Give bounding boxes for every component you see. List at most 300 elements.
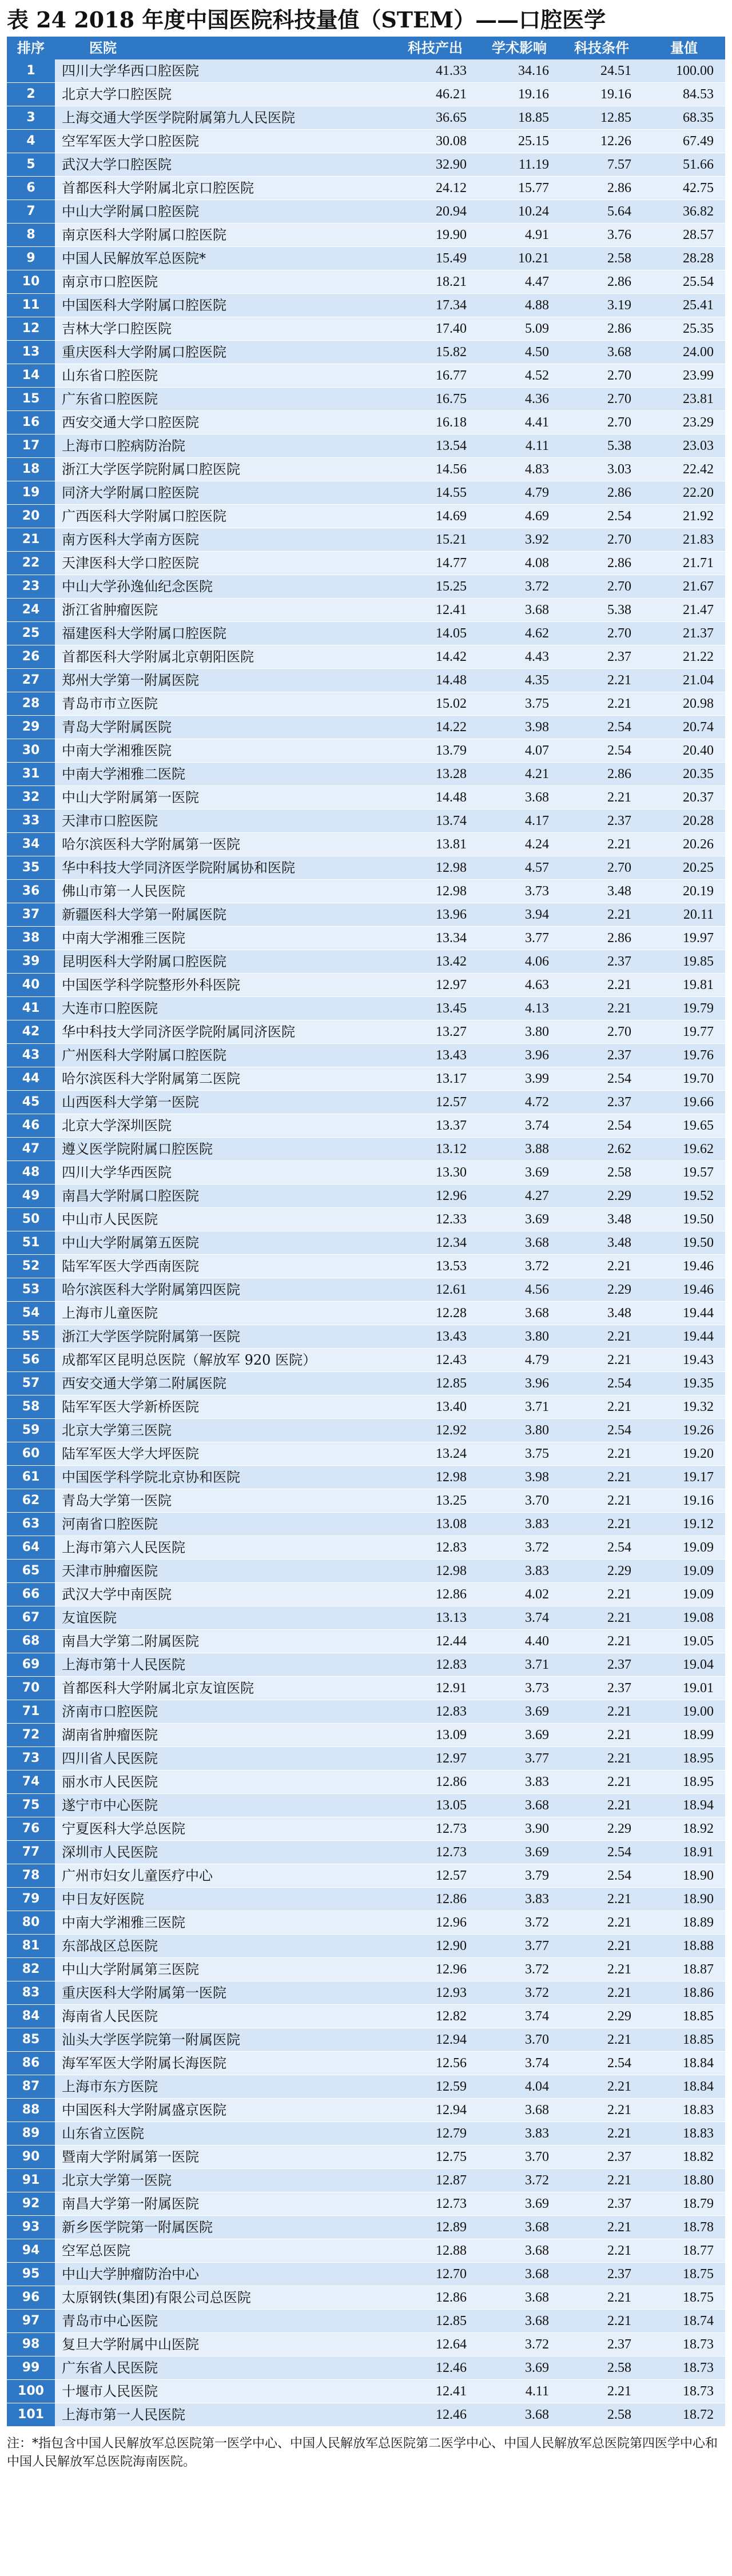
conditions-cell: 2.37 bbox=[607, 1095, 631, 1110]
impact-cell: 4.88 bbox=[525, 298, 549, 313]
score-cell: 19.43 bbox=[683, 1353, 714, 1367]
score-cell: 28.57 bbox=[683, 228, 714, 242]
output-cell: 18.21 bbox=[436, 274, 467, 289]
table-row bbox=[7, 2403, 725, 2427]
impact-cell: 15.77 bbox=[518, 181, 549, 196]
impact-cell: 3.68 bbox=[525, 2407, 549, 2422]
hospital-name-cell: 武汉大学口腔医院 bbox=[62, 157, 172, 173]
output-cell: 12.97 bbox=[436, 978, 467, 992]
score-cell: 20.35 bbox=[683, 767, 714, 781]
rank-cell: 81 bbox=[7, 1935, 55, 1958]
table-row bbox=[7, 1817, 725, 1841]
impact-cell: 3.72 bbox=[525, 1985, 549, 2000]
rank-cell: 13 bbox=[7, 341, 55, 364]
score-cell: 18.79 bbox=[683, 2196, 714, 2211]
rank-cell: 76 bbox=[7, 1817, 55, 1841]
rank-cell: 49 bbox=[7, 1185, 55, 1208]
score-cell: 19.70 bbox=[683, 1071, 714, 1086]
rank-cell: 32 bbox=[7, 786, 55, 810]
hospital-name-cell: 遵义医学院附属口腔医院 bbox=[62, 1141, 213, 1157]
output-cell: 15.82 bbox=[436, 345, 467, 360]
conditions-cell: 2.21 bbox=[607, 2079, 631, 2094]
score-cell: 23.03 bbox=[683, 438, 714, 453]
impact-cell: 4.35 bbox=[525, 673, 549, 688]
rank-cell: 71 bbox=[7, 1700, 55, 1724]
rank-cell: 60 bbox=[7, 1442, 55, 1466]
conditions-cell: 2.37 bbox=[607, 1681, 631, 1696]
rank-cell: 14 bbox=[7, 364, 55, 388]
rank-cell: 69 bbox=[7, 1653, 55, 1677]
score-cell: 18.99 bbox=[683, 1728, 714, 1742]
rank-cell: 92 bbox=[7, 2192, 55, 2216]
col-header-conditions: 科技条件 bbox=[574, 39, 629, 56]
conditions-cell: 2.21 bbox=[607, 1985, 631, 2000]
table-row bbox=[7, 388, 725, 411]
rank-cell: 75 bbox=[7, 1794, 55, 1817]
impact-cell: 10.24 bbox=[518, 204, 549, 219]
rank-cell: 100 bbox=[7, 2380, 55, 2403]
output-cell: 14.48 bbox=[436, 790, 467, 805]
conditions-cell: 2.54 bbox=[607, 1423, 631, 1438]
output-cell: 13.08 bbox=[436, 1517, 467, 1532]
conditions-cell: 2.21 bbox=[607, 2243, 631, 2258]
score-cell: 18.74 bbox=[683, 2314, 714, 2328]
conditions-cell: 2.21 bbox=[607, 1493, 631, 1508]
table-row bbox=[7, 434, 725, 458]
score-cell: 19.26 bbox=[683, 1423, 714, 1438]
table-row bbox=[7, 1349, 725, 1372]
conditions-cell: 2.21 bbox=[607, 2126, 631, 2141]
rank-cell: 30 bbox=[7, 739, 55, 763]
conditions-cell: 2.21 bbox=[607, 2032, 631, 2047]
hospital-name-cell: 陆军军医大学大坪医院 bbox=[62, 1446, 199, 1462]
score-cell: 19.17 bbox=[683, 1470, 714, 1485]
score-cell: 18.83 bbox=[683, 2103, 714, 2118]
impact-cell: 3.83 bbox=[525, 2126, 549, 2141]
impact-cell: 3.68 bbox=[525, 2243, 549, 2258]
rank-cell: 27 bbox=[7, 669, 55, 692]
output-cell: 12.98 bbox=[436, 860, 467, 875]
conditions-cell: 2.86 bbox=[607, 931, 631, 946]
hospital-name-cell: 深圳市人民医院 bbox=[62, 1844, 158, 1860]
score-cell: 24.00 bbox=[683, 345, 714, 360]
rank-cell: 39 bbox=[7, 950, 55, 974]
output-cell: 12.73 bbox=[436, 1821, 467, 1836]
rank-cell: 7 bbox=[7, 200, 55, 224]
hospital-name-cell: 南方医科大学南方医院 bbox=[62, 532, 199, 548]
hospital-name-cell: 青岛市中心医院 bbox=[62, 2313, 158, 2329]
conditions-cell: 2.21 bbox=[607, 1446, 631, 1461]
output-cell: 13.43 bbox=[436, 1329, 467, 1344]
table-row bbox=[7, 1489, 725, 1513]
impact-cell: 3.68 bbox=[525, 2267, 549, 2282]
table-row bbox=[7, 833, 725, 856]
output-cell: 12.98 bbox=[436, 1470, 467, 1485]
hospital-name-cell: 四川大学华西医院 bbox=[62, 1165, 172, 1181]
output-cell: 12.83 bbox=[436, 1704, 467, 1719]
score-cell: 18.73 bbox=[683, 2384, 714, 2399]
score-cell: 19.35 bbox=[683, 1376, 714, 1391]
table-row bbox=[7, 1302, 725, 1325]
score-cell: 19.65 bbox=[683, 1118, 714, 1133]
hospital-name-cell: 中山市人民医院 bbox=[62, 1211, 158, 1227]
table-row bbox=[7, 2005, 725, 2028]
hospital-name-cell: 复旦大学附属中山医院 bbox=[62, 2336, 199, 2352]
impact-cell: 3.72 bbox=[525, 1259, 549, 1274]
conditions-cell: 2.21 bbox=[607, 978, 631, 992]
conditions-cell: 2.37 bbox=[607, 2337, 631, 2352]
impact-cell: 4.11 bbox=[525, 2384, 549, 2399]
output-cell: 13.27 bbox=[436, 1024, 467, 1039]
score-cell: 20.37 bbox=[683, 790, 714, 805]
rank-cell: 57 bbox=[7, 1372, 55, 1395]
conditions-cell: 2.58 bbox=[607, 1165, 631, 1180]
hospital-name-cell: 大连市口腔医院 bbox=[62, 1000, 158, 1016]
score-cell: 19.52 bbox=[683, 1189, 714, 1203]
rank-cell: 85 bbox=[7, 2028, 55, 2052]
table-row bbox=[7, 1466, 725, 1489]
score-cell: 19.46 bbox=[683, 1259, 714, 1274]
table-row bbox=[7, 1208, 725, 1231]
rank-cell: 19 bbox=[7, 481, 55, 505]
table-row bbox=[7, 950, 725, 974]
table-row bbox=[7, 1724, 725, 1747]
conditions-cell: 2.21 bbox=[607, 790, 631, 805]
table-row bbox=[7, 1677, 725, 1700]
rank-cell: 58 bbox=[7, 1395, 55, 1419]
table-row bbox=[7, 341, 725, 364]
score-cell: 20.26 bbox=[683, 837, 714, 852]
conditions-cell: 5.38 bbox=[607, 438, 631, 453]
conditions-cell: 2.54 bbox=[607, 2056, 631, 2071]
score-cell: 19.57 bbox=[683, 1165, 714, 1180]
output-cell: 12.73 bbox=[436, 1845, 467, 1860]
table-row bbox=[7, 59, 725, 83]
table-row bbox=[7, 153, 725, 177]
score-cell: 67.49 bbox=[683, 134, 714, 149]
footnote: 注：*指包含中国人民解放军总医院第一医学中心、中国人民解放军总医院第二医学中心、中国人民解放军总医院第四医学中心和中国人民解放军总医院海南医院。 bbox=[7, 2437, 718, 2469]
rank-cell: 55 bbox=[7, 1325, 55, 1349]
conditions-cell: 2.70 bbox=[607, 415, 631, 430]
score-cell: 19.20 bbox=[683, 1446, 714, 1461]
output-cell: 12.88 bbox=[436, 2243, 467, 2258]
impact-cell: 3.90 bbox=[525, 1821, 549, 1836]
score-cell: 19.09 bbox=[683, 1540, 714, 1555]
impact-cell: 3.74 bbox=[525, 2056, 549, 2071]
hospital-name-cell: 南京医科大学附属口腔医院 bbox=[62, 227, 226, 243]
score-cell: 18.94 bbox=[683, 1798, 714, 1813]
score-cell: 21.67 bbox=[683, 579, 714, 594]
table-row bbox=[7, 1911, 725, 1935]
table-row bbox=[7, 200, 725, 224]
hospital-name-cell: 上海交通大学医学院附属第九人民医院 bbox=[62, 110, 295, 126]
hospital-name-cell: 遂宁市中心医院 bbox=[62, 1797, 158, 1813]
rank-cell: 54 bbox=[7, 1302, 55, 1325]
score-cell: 42.75 bbox=[683, 181, 714, 196]
table-row bbox=[7, 1442, 725, 1466]
table-row bbox=[7, 1935, 725, 1958]
impact-cell: 3.74 bbox=[525, 1118, 549, 1133]
hospital-name-cell: 哈尔滨医科大学附属第二医院 bbox=[62, 1071, 240, 1087]
output-cell: 14.55 bbox=[436, 485, 467, 500]
impact-cell: 11.19 bbox=[518, 157, 549, 172]
impact-cell: 4.79 bbox=[525, 1353, 549, 1367]
impact-cell: 3.70 bbox=[525, 1493, 549, 1508]
rank-cell: 82 bbox=[7, 1958, 55, 1981]
hospital-name-cell: 空军军医大学口腔医院 bbox=[62, 133, 199, 149]
table-row bbox=[7, 1372, 725, 1395]
impact-cell: 4.63 bbox=[525, 978, 549, 992]
hospital-name-cell: 青岛大学第一医院 bbox=[62, 1493, 172, 1509]
conditions-cell: 24.51 bbox=[600, 63, 631, 78]
conditions-cell: 2.21 bbox=[607, 1353, 631, 1367]
impact-cell: 34.16 bbox=[518, 63, 549, 78]
hospital-name-cell: 中山大学附属第三医院 bbox=[62, 1961, 199, 1977]
hospital-name-cell: 昆明医科大学附属口腔医院 bbox=[62, 954, 226, 970]
impact-cell: 3.68 bbox=[525, 603, 549, 617]
table-row bbox=[7, 786, 725, 810]
hospital-name-cell: 中南大学湘雅三医院 bbox=[62, 930, 185, 946]
score-cell: 25.41 bbox=[683, 298, 714, 313]
score-cell: 18.95 bbox=[683, 1751, 714, 1766]
hospital-name-cell: 南昌大学附属口腔医院 bbox=[62, 1188, 199, 1204]
impact-cell: 4.24 bbox=[525, 837, 549, 852]
impact-cell: 4.83 bbox=[525, 462, 549, 477]
conditions-cell: 2.70 bbox=[607, 860, 631, 875]
rank-cell: 21 bbox=[7, 528, 55, 552]
rank-cell: 67 bbox=[7, 1606, 55, 1630]
table-row bbox=[7, 1653, 725, 1677]
rank-cell: 31 bbox=[7, 763, 55, 786]
impact-cell: 3.69 bbox=[525, 1212, 549, 1227]
impact-cell: 3.80 bbox=[525, 1024, 549, 1039]
rank-cell: 28 bbox=[7, 692, 55, 716]
table-row bbox=[7, 1091, 725, 1114]
score-cell: 84.53 bbox=[683, 87, 714, 102]
rank-cell: 3 bbox=[7, 106, 55, 130]
conditions-cell: 2.21 bbox=[607, 1470, 631, 1485]
output-cell: 14.42 bbox=[436, 649, 467, 664]
output-cell: 13.96 bbox=[436, 907, 467, 922]
output-cell: 13.28 bbox=[436, 767, 467, 781]
conditions-cell: 2.21 bbox=[607, 1001, 631, 1016]
rank-cell: 50 bbox=[7, 1208, 55, 1231]
hospital-name-cell: 上海市第六人民医院 bbox=[62, 1540, 185, 1556]
score-cell: 19.32 bbox=[683, 1399, 714, 1414]
impact-cell: 3.69 bbox=[525, 1845, 549, 1860]
impact-cell: 3.68 bbox=[525, 1235, 549, 1250]
rank-cell: 5 bbox=[7, 153, 55, 177]
output-cell: 12.86 bbox=[436, 2290, 467, 2305]
score-cell: 19.85 bbox=[683, 954, 714, 969]
hospital-name-cell: 天津市口腔医院 bbox=[62, 813, 158, 829]
impact-cell: 3.70 bbox=[525, 2032, 549, 2047]
rank-cell: 79 bbox=[7, 1888, 55, 1911]
col-header-score: 量值 bbox=[670, 39, 698, 56]
impact-cell: 3.68 bbox=[525, 2103, 549, 2118]
rank-cell: 59 bbox=[7, 1419, 55, 1442]
table-row bbox=[7, 1770, 725, 1794]
hospital-name-cell: 太原钢铁(集团)有限公司总医院 bbox=[62, 2290, 251, 2306]
output-cell: 12.41 bbox=[436, 603, 467, 617]
score-cell: 25.54 bbox=[683, 274, 714, 289]
hospital-name-cell: 陆军军医大学新桥医院 bbox=[62, 1399, 199, 1415]
conditions-cell: 2.21 bbox=[607, 2220, 631, 2235]
conditions-cell: 2.70 bbox=[607, 532, 631, 547]
conditions-cell: 2.70 bbox=[607, 1024, 631, 1039]
impact-cell: 3.96 bbox=[525, 1048, 549, 1063]
impact-cell: 3.73 bbox=[525, 884, 549, 899]
rank-cell: 97 bbox=[7, 2310, 55, 2333]
table-row bbox=[7, 856, 725, 880]
table-row bbox=[7, 2310, 725, 2333]
output-cell: 12.70 bbox=[436, 2267, 467, 2282]
conditions-cell: 2.37 bbox=[607, 2150, 631, 2164]
score-cell: 25.35 bbox=[683, 321, 714, 336]
output-cell: 13.81 bbox=[436, 837, 467, 852]
output-cell: 13.17 bbox=[436, 1071, 467, 1086]
rank-cell: 73 bbox=[7, 1747, 55, 1770]
output-cell: 12.91 bbox=[436, 1681, 467, 1696]
table-row bbox=[7, 575, 725, 599]
impact-cell: 4.36 bbox=[525, 392, 549, 406]
table-row bbox=[7, 997, 725, 1020]
rank-cell: 83 bbox=[7, 1981, 55, 2005]
table-row bbox=[7, 552, 725, 575]
rank-cell: 38 bbox=[7, 927, 55, 950]
hospital-name-cell: 武汉大学中南医院 bbox=[62, 1586, 172, 1602]
impact-cell: 4.43 bbox=[525, 649, 549, 664]
score-cell: 20.98 bbox=[683, 696, 714, 711]
impact-cell: 4.40 bbox=[525, 1634, 549, 1649]
hospital-name-cell: 中国医科大学附属盛京医院 bbox=[62, 2102, 226, 2118]
rank-cell: 11 bbox=[7, 294, 55, 317]
output-cell: 13.30 bbox=[436, 1165, 467, 1180]
hospital-name-cell: 北京大学第三医院 bbox=[62, 1422, 172, 1438]
output-cell: 15.21 bbox=[436, 532, 467, 547]
rank-cell: 33 bbox=[7, 810, 55, 833]
rank-cell: 64 bbox=[7, 1536, 55, 1560]
table-row bbox=[7, 2216, 725, 2239]
impact-cell: 4.52 bbox=[525, 368, 549, 383]
conditions-cell: 2.86 bbox=[607, 321, 631, 336]
table-row bbox=[7, 1419, 725, 1442]
output-cell: 20.94 bbox=[436, 204, 467, 219]
score-cell: 23.29 bbox=[683, 415, 714, 430]
output-cell: 15.02 bbox=[436, 696, 467, 711]
conditions-cell: 19.16 bbox=[600, 87, 631, 102]
table-row bbox=[7, 599, 725, 622]
rank-cell: 34 bbox=[7, 833, 55, 856]
output-cell: 16.75 bbox=[436, 392, 467, 406]
hospital-name-cell: 广东省口腔医院 bbox=[62, 391, 158, 407]
hospital-name-cell: 哈尔滨医科大学附属第四医院 bbox=[62, 1282, 240, 1298]
hospital-name-cell: 同济大学附属口腔医院 bbox=[62, 485, 199, 501]
table-row bbox=[7, 974, 725, 997]
impact-cell: 3.77 bbox=[525, 1939, 549, 1953]
hospital-name-cell: 郑州大学第一附属医院 bbox=[62, 672, 199, 688]
output-cell: 12.33 bbox=[436, 1212, 467, 1227]
conditions-cell: 2.21 bbox=[607, 1517, 631, 1532]
score-cell: 21.37 bbox=[683, 626, 714, 641]
score-cell: 51.66 bbox=[683, 157, 714, 172]
output-cell: 13.53 bbox=[436, 1259, 467, 1274]
hospital-name-cell: 中国人民解放军总医院* bbox=[62, 250, 206, 266]
table-row bbox=[7, 2192, 725, 2216]
conditions-cell: 12.26 bbox=[600, 134, 631, 149]
score-cell: 18.77 bbox=[683, 2243, 714, 2258]
score-cell: 18.87 bbox=[683, 1962, 714, 1977]
impact-cell: 3.83 bbox=[525, 1517, 549, 1532]
conditions-cell: 2.21 bbox=[607, 1775, 631, 1789]
impact-cell: 3.68 bbox=[525, 2220, 549, 2235]
impact-cell: 18.85 bbox=[518, 110, 549, 125]
ranking-table bbox=[7, 37, 725, 2427]
score-cell: 18.72 bbox=[683, 2407, 714, 2422]
score-cell: 21.22 bbox=[683, 649, 714, 664]
table-row bbox=[7, 2028, 725, 2052]
output-cell: 17.40 bbox=[436, 321, 467, 336]
conditions-cell: 2.29 bbox=[607, 1282, 631, 1297]
table-row bbox=[7, 1583, 725, 1606]
rank-cell: 42 bbox=[7, 1020, 55, 1044]
impact-cell: 4.50 bbox=[525, 345, 549, 360]
conditions-cell: 5.38 bbox=[607, 603, 631, 617]
hospital-name-cell: 广州市妇女儿童医疗中心 bbox=[62, 1868, 213, 1884]
rank-cell: 36 bbox=[7, 880, 55, 903]
hospital-name-cell: 湖南省肿瘤医院 bbox=[62, 1727, 158, 1743]
conditions-cell: 2.21 bbox=[607, 1939, 631, 1953]
output-cell: 41.33 bbox=[436, 63, 467, 78]
output-cell: 15.49 bbox=[436, 251, 467, 266]
table-row bbox=[7, 1161, 725, 1185]
col-header-rank: 排序 bbox=[17, 39, 45, 56]
conditions-cell: 3.76 bbox=[607, 228, 631, 242]
score-cell: 23.81 bbox=[683, 392, 714, 406]
hospital-name-cell: 青岛大学附属医院 bbox=[62, 719, 172, 735]
table-row bbox=[7, 692, 725, 716]
output-cell: 15.25 bbox=[436, 579, 467, 594]
conditions-cell: 2.86 bbox=[607, 485, 631, 500]
table-row bbox=[7, 2263, 725, 2286]
conditions-cell: 2.29 bbox=[607, 2009, 631, 2024]
score-cell: 21.04 bbox=[683, 673, 714, 688]
table-row bbox=[7, 270, 725, 294]
output-cell: 12.94 bbox=[436, 2032, 467, 2047]
score-cell: 18.92 bbox=[683, 1821, 714, 1836]
rank-cell: 101 bbox=[7, 2403, 55, 2427]
rank-cell: 25 bbox=[7, 622, 55, 645]
table-row bbox=[7, 2122, 725, 2146]
rank-cell: 84 bbox=[7, 2005, 55, 2028]
impact-cell: 3.75 bbox=[525, 1446, 549, 1461]
impact-cell: 3.68 bbox=[525, 1798, 549, 1813]
hospital-name-cell: 海南省人民医院 bbox=[62, 2008, 158, 2024]
table-row bbox=[7, 903, 725, 927]
col-header-hospital: 医院 bbox=[89, 39, 117, 56]
score-cell: 28.28 bbox=[683, 251, 714, 266]
conditions-cell: 2.21 bbox=[607, 1798, 631, 1813]
conditions-cell: 2.58 bbox=[607, 2360, 631, 2375]
conditions-cell: 2.54 bbox=[607, 1540, 631, 1555]
rank-cell: 24 bbox=[7, 599, 55, 622]
conditions-cell: 2.29 bbox=[607, 1564, 631, 1578]
conditions-cell: 2.70 bbox=[607, 626, 631, 641]
conditions-cell: 2.86 bbox=[607, 181, 631, 196]
conditions-cell: 2.29 bbox=[607, 1821, 631, 1836]
impact-cell: 3.72 bbox=[525, 1915, 549, 1930]
table-header-row bbox=[7, 37, 725, 59]
